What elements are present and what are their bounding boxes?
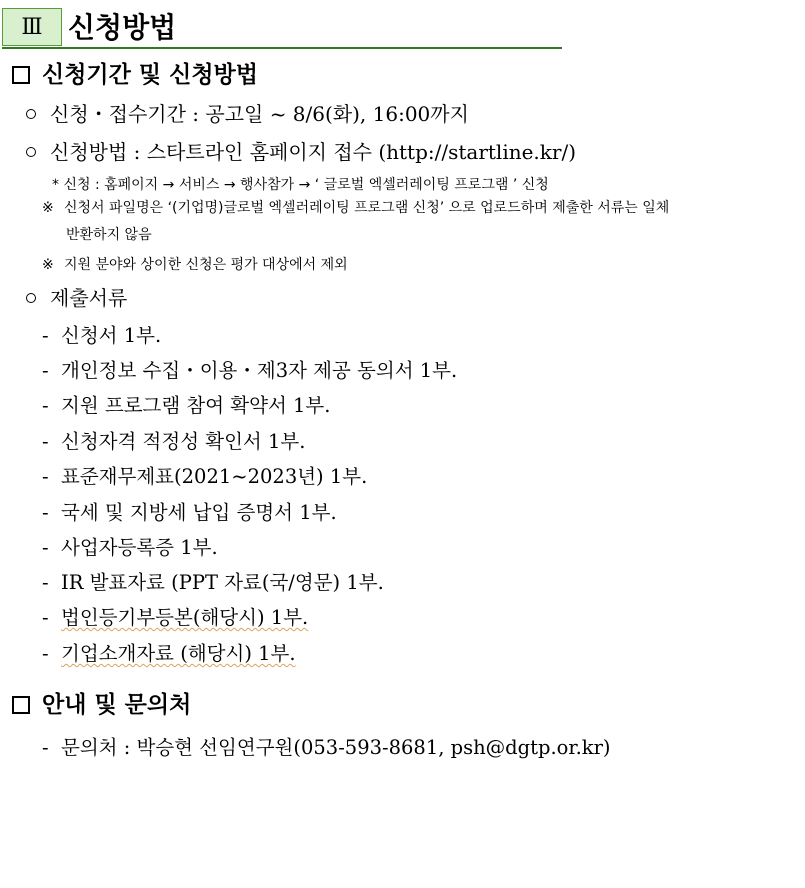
circle-bullet-icon xyxy=(26,147,36,157)
doc-item-text: 지원 프로그램 참여 확약서 1부. xyxy=(61,394,331,417)
section-title: 신청방법 xyxy=(68,11,177,44)
note-filename xyxy=(42,197,669,217)
doc-item-text: 기업소개자료 (해당시) 1부. xyxy=(61,642,296,665)
subsection-heading-text: 안내 및 문의처 xyxy=(42,692,192,718)
subsection-heading-contact xyxy=(12,686,191,719)
method-line xyxy=(26,136,576,165)
method-text: 신청방법 : 스타트라인 홈페이지 접수 (http://startline.kr/) xyxy=(50,140,577,164)
doc-item-text: 신청자격 적정성 확인서 1부. xyxy=(61,430,306,453)
period-line xyxy=(26,98,469,127)
reference-mark: ※ xyxy=(42,257,54,273)
doc-item: - 신청자격 적정성 확인서 1부. xyxy=(42,430,306,453)
contact-line: - 문의처 : 박승현 선임연구원(053-593-8681, psh@dgtp.or.kr) xyxy=(42,736,611,759)
doc-item: - 법인등기부등본(해당시) 1부. xyxy=(42,606,309,629)
doc-item-text: 표준재무제표(2021~2023년) 1부. xyxy=(61,465,368,488)
note-filename-cont: 반환하지 않음 xyxy=(66,227,152,243)
section-header xyxy=(2,4,562,46)
note-exclusion xyxy=(42,254,348,274)
doc-item: - 사업자등록증 1부. xyxy=(42,536,218,559)
doc-item-text: 사업자등록증 1부. xyxy=(61,536,218,559)
doc-item: - 개인정보 수집・이용・제3자 제공 동의서 1부. xyxy=(42,359,458,382)
section-number-box: Ⅲ xyxy=(2,8,62,46)
doc-item: - 지원 프로그램 참여 확약서 1부. xyxy=(42,394,331,417)
doc-item-text: 법인등기부등본(해당시) 1부. xyxy=(61,606,309,629)
doc-item: - 신청서 1부. xyxy=(42,324,162,347)
square-bullet-icon xyxy=(12,696,30,714)
contact-text: 문의처 : 박승현 선임연구원(053-593-8681, psh@dgtp.or.kr) xyxy=(61,736,611,759)
subsection-heading-text: 신청기간 및 신청방법 xyxy=(42,62,258,88)
note-exclusion-text: 지원 분야와 상이한 신청은 평가 대상에서 제외 xyxy=(64,257,348,273)
doc-item: - 표준재무제표(2021~2023년) 1부. xyxy=(42,465,368,488)
section-underline xyxy=(2,47,562,49)
reference-mark: ※ xyxy=(42,200,54,216)
doc-item-text: 개인정보 수집・이용・제3자 제공 동의서 1부. xyxy=(61,359,458,382)
docs-heading-text: 제출서류 xyxy=(50,286,128,310)
circle-bullet-icon xyxy=(26,293,36,303)
doc-item: - 국세 및 지방세 납입 증명서 1부. xyxy=(42,501,337,524)
subsection-heading-period xyxy=(12,56,258,89)
doc-item-text: 신청서 1부. xyxy=(61,324,162,347)
docs-heading-line xyxy=(26,282,127,311)
doc-item: - IR 발표자료 (PPT 자료(국/영문) 1부. xyxy=(42,571,384,594)
square-bullet-icon xyxy=(12,66,30,84)
doc-item: - 기업소개자료 (해당시) 1부. xyxy=(42,642,296,665)
period-text: 신청・접수기간 : 공고일 ~ 8/6(화), 16:00까지 xyxy=(50,102,469,126)
note-filename-text: 신청서 파일명은 ‘(기업명)글로벌 엑셀러레이팅 프로그램 신청’ 으로 업로드하며 제출한 서류는 일체 xyxy=(64,200,670,216)
doc-item-text: 국세 및 지방세 납입 증명서 1부. xyxy=(61,501,337,524)
note-apply-path: * 신청 : 홈페이지 → 서비스 → 행사참가 → ‘ 글로벌 엑셀러레이팅 프로그램 ’ 신청 xyxy=(52,177,549,193)
circle-bullet-icon xyxy=(26,109,36,119)
doc-item-text: IR 발표자료 (PPT 자료(국/영문) 1부. xyxy=(61,571,384,594)
